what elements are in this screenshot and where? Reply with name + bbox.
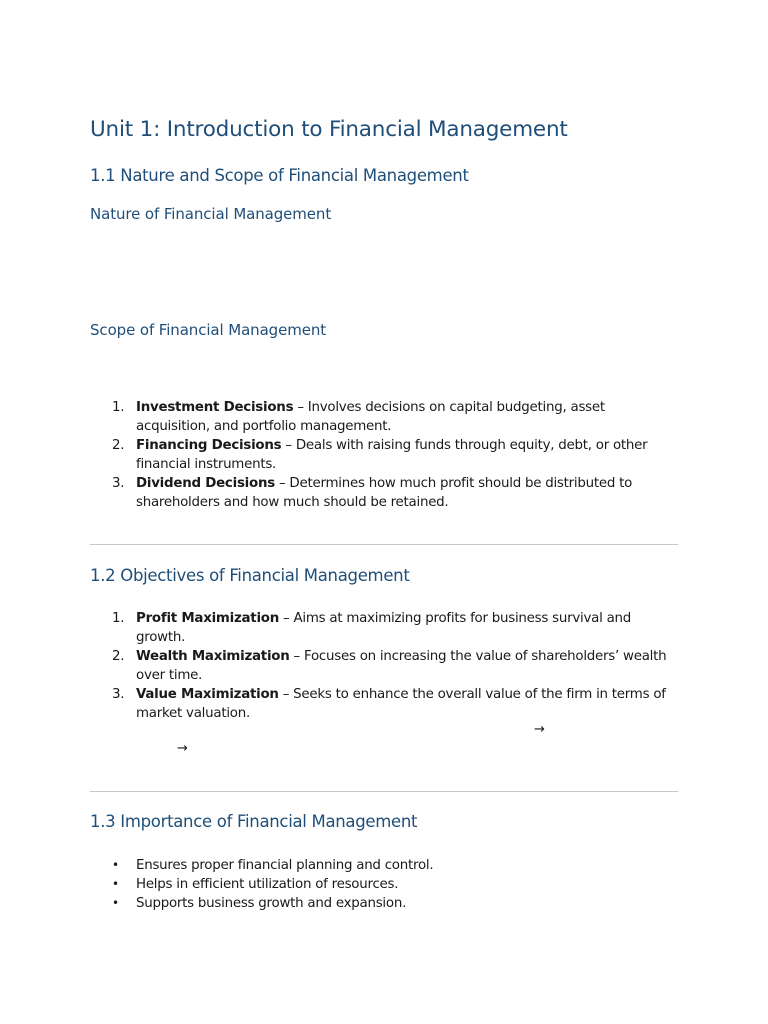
list-item-term: Wealth Maximization <box>136 649 290 664</box>
list-item-text: – Aims at maximizing profits for business survival and growth. <box>136 611 632 645</box>
list-item-text: Supports business growth and expansion. <box>136 896 407 911</box>
list-item <box>90 894 678 913</box>
section-heading-1-2: 1.2 Objectives of Financial Management <box>90 566 410 585</box>
importance-list <box>90 856 678 913</box>
list-number: 3. <box>112 476 125 491</box>
list-item-text: – Determines how much profit should be distributed to shareholders and how much should be retained. <box>136 476 633 510</box>
list-number: 2. <box>112 438 125 453</box>
list-item-text: Helps in efficient utilization of resources. <box>136 877 399 892</box>
list-number: 1. <box>112 611 125 626</box>
list-item <box>90 398 678 436</box>
bullet-icon: • <box>112 877 119 891</box>
list-item-text: – Focuses on increasing the value of shareholders’ wealth over time. <box>136 649 667 683</box>
list-item-term: Profit Maximization <box>136 611 280 626</box>
list-item <box>90 685 678 723</box>
bullet-icon: • <box>112 896 119 910</box>
horizontal-divider <box>90 544 678 545</box>
list-item-text: – Seeks to enhance the overall value of the firm in terms of market valuation. <box>136 687 666 721</box>
bullet-icon: • <box>112 858 119 872</box>
list-item <box>90 875 678 894</box>
horizontal-divider <box>90 791 678 792</box>
right-arrow-icon: → <box>534 722 545 737</box>
list-item <box>90 436 678 474</box>
list-item <box>90 647 678 685</box>
section-heading-1-3: 1.3 Importance of Financial Management <box>90 812 418 831</box>
list-item <box>90 609 678 647</box>
section-heading-1-1: 1.1 Nature and Scope of Financial Management <box>90 166 469 185</box>
list-item-term: Value Maximization <box>136 687 279 702</box>
list-item-term: Dividend Decisions <box>136 476 275 491</box>
subheading-nature: Nature of Financial Management <box>90 205 332 223</box>
subheading-scope: Scope of Financial Management <box>90 321 327 339</box>
objectives-list <box>90 609 678 723</box>
list-item-term: Investment Decisions <box>136 400 294 415</box>
list-item <box>90 856 678 875</box>
list-number: 3. <box>112 687 125 702</box>
page-title: Unit 1: Introduction to Financial Management <box>90 117 568 142</box>
list-item <box>90 474 678 512</box>
list-number: 1. <box>112 400 125 415</box>
scope-list <box>90 398 678 512</box>
right-arrow-icon: → <box>177 741 188 756</box>
list-number: 2. <box>112 649 125 664</box>
list-item-text: – Deals with raising funds through equity, debt, or other financial instruments. <box>136 438 648 472</box>
list-item-term: Financing Decisions <box>136 438 282 453</box>
list-item-text: Ensures proper financial planning and control. <box>136 858 434 873</box>
list-item-text: – Involves decisions on capital budgeting, asset acquisition, and portfolio management. <box>136 400 605 434</box>
